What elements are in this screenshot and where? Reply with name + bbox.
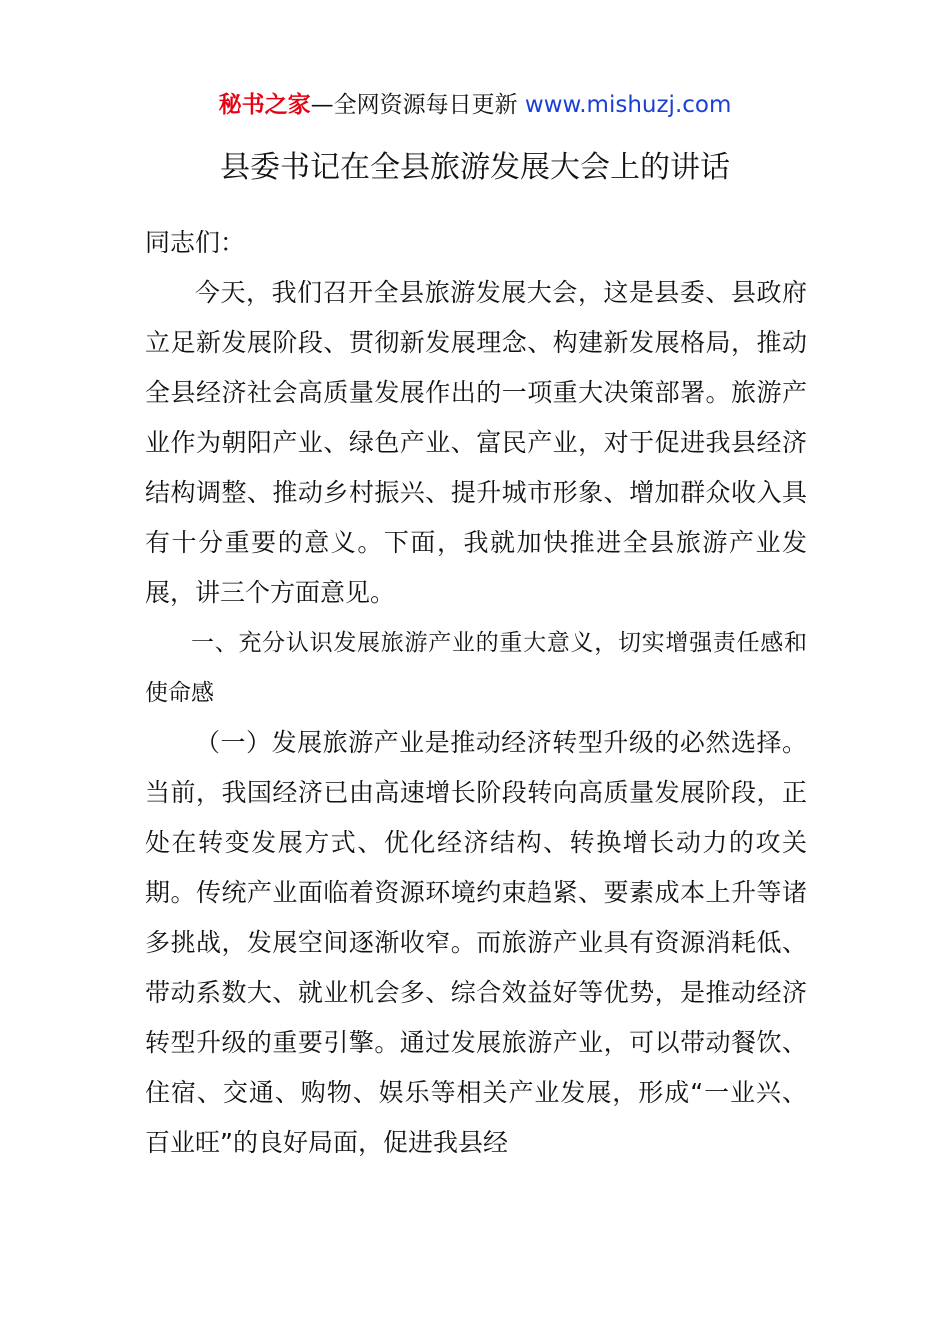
site-brand: 秘书之家 xyxy=(218,92,311,118)
section-heading-1: 一、充分认识发展旅游产业的重大意义，切实增强责任感和使命感 xyxy=(145,630,807,706)
site-tagline: —全网资源每日更新 xyxy=(310,92,525,118)
salutation: 同志们： xyxy=(145,228,246,257)
site-url-link[interactable]: www.mishuzj.com xyxy=(524,92,732,118)
paragraph-intro: 今天，我们召开全县旅游发展大会，这是县委、县政府立足新发展阶段、贯彻新发展理念、构建新发展格局，推动全县经济社会高质量发展作出的一项重大决策部署。旅游产业作为朝阳产业、绿色产业、富民产业，对于促进我县经济结构调整、推动乡村振兴、提升城市形象、增加群众收入具有十分重要的意义。下面，我就加快推进全县旅游产业发展，讲三个方面意见。 xyxy=(145,278,807,607)
paragraph-subsection-1: （一）发展旅游产业是推动经济转型升级的必然选择。当前，我国经济已由高速增长阶段转向高质量发展阶段，正处在转变发展方式、优化经济结构、转换增长动力的攻关期。传统产业面临着资源环境约束趋紧、要素成本上升等诸多挑战，发展空间逐渐收窄。而旅游产业具有资源消耗低、带动系数大、就业机会多、综合效益好等优势，是推动经济转型升级的重要引擎。通过发展旅游产业，可以带动餐饮、住宿、交通、购物、娱乐等相关产业发展，形成“一业兴、百业旺”的良好局面，促进我县经 xyxy=(145,728,807,1157)
document-body xyxy=(145,218,807,1168)
document-title: 县委书记在全县旅游发展大会上的讲话 xyxy=(220,150,730,185)
site-header xyxy=(0,88,950,122)
